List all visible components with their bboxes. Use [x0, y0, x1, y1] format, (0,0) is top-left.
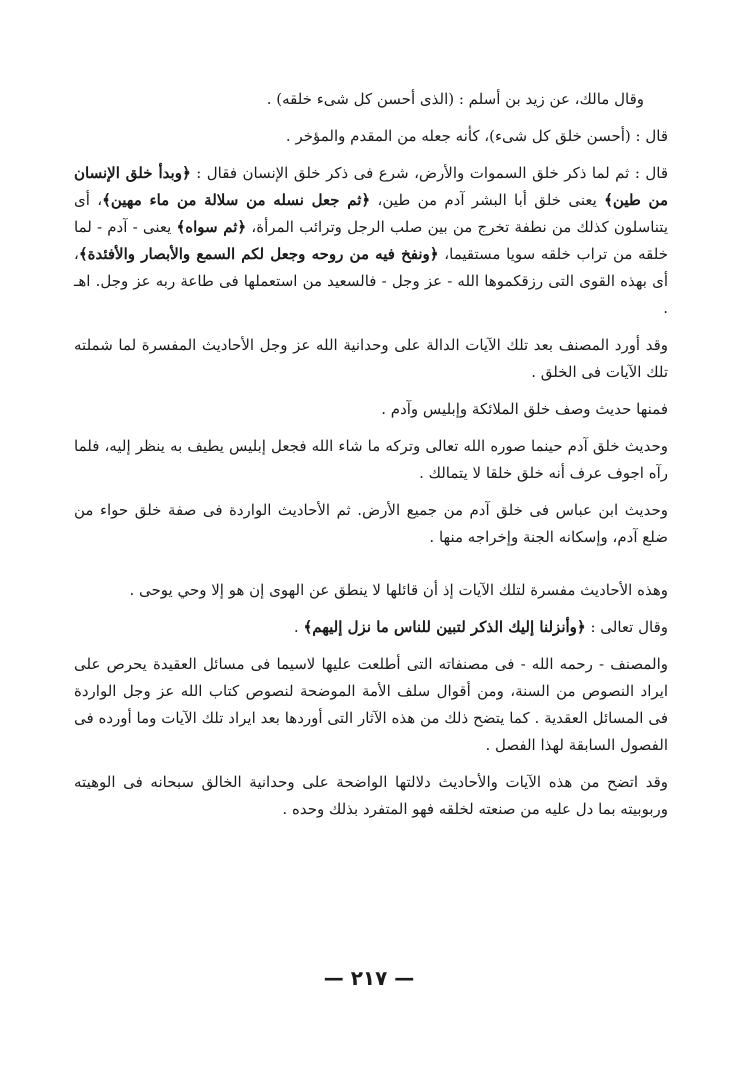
paragraph-verse-revelation	[74, 614, 668, 641]
paragraph-conclusion	[74, 769, 668, 823]
paragraph-malik-quote	[74, 86, 668, 113]
paragraph-text: ، أى بهذه القوى التى رزقكموها الله - عز وجل - فالسعيد من استعملها فى طاعة ربه عز وجل. اهـ .	[74, 245, 668, 317]
paragraph-text: ، أى يتناسلون كذلك من نطفة تخرج من بين صلب الرجل وترائب المرأة،	[74, 191, 668, 236]
quran-verse: ﴿ثم سواه﴾	[176, 218, 247, 236]
paragraph-text: وقد اتضح من هذه الآيات والأحاديث دلالتها الواضحة على وحدانية الخالق سبحانه فى الوهيته وربوبيته بما دل عليه من صنعته لخلقه فهو المتفرد بذلك وحده .	[74, 773, 668, 818]
paragraph-text: والمصنف - رحمه الله - فى مصنفاته التى أطلعت عليها لاسيما فى مسائل العقيدة يحرص على ايراد النصوص من السنة، ومن أقوال سلف الأمة الموضحة لنصوص كتاب الله عز وجل الواردة فى المسائل العقدية . كما يتضح ذلك من هذه الآثار التى أوردها بعد ايراد تلك الآيات وما أورده فى الفصول السابقة لهذا الفصل .	[74, 655, 668, 754]
body-text	[74, 86, 668, 833]
paragraph-text: يعنى خلق أبا البشر آدم من طين،	[370, 191, 605, 209]
paragraph-text: وقد أورد المصنف بعد تلك الآيات الدالة على وحدانية الله عز وجل الأحاديث المفسرة لما شملته تلك الآيات فى الخلق .	[74, 336, 668, 381]
paragraph-author-method	[74, 651, 668, 759]
paragraph-text: وحديث ابن عباس فى خلق آدم من جميع الأرض. ثم الأحاديث الواردة فى صفة خلق حواء من ضلع آدم، وإسكانه الجنة وإخراجه منها .	[74, 501, 668, 546]
page-number: — ٢١٧ —	[323, 966, 415, 990]
paragraph-creation-of-man	[74, 160, 668, 322]
quran-verse: ﴿وبدأ خلق الإنسان من طين﴾	[74, 164, 669, 209]
paragraph-ahsan	[74, 123, 668, 150]
quran-verse: ﴿ونفخ فيه من روحه وجعل لكم السمع والأبصار والأفئدة﴾	[78, 245, 439, 263]
paragraph-text: وقال تعالى :	[585, 618, 668, 636]
paragraph-ibn-abbas	[74, 497, 668, 551]
paragraph-author-hadiths	[74, 332, 668, 386]
paragraph-text: قال : ثم لما ذكر خلق السموات والأرض، شرع فى ذكر خلق الإنسان فقال :	[190, 164, 668, 182]
paragraph-hadith-explanation	[74, 577, 668, 604]
paragraph-text: يعنى - آدم - لما خلقه من تراب خلقه سويا مستقيما،	[74, 218, 668, 263]
paragraph-adam-hadith	[74, 433, 668, 487]
paragraph-text: .	[293, 618, 304, 636]
quran-verse: ﴿وأنزلنا إليك الذكر لتبين للناس ما نزل إليهم﴾	[303, 618, 586, 636]
paragraph-text: فمنها حديث وصف خلق الملائكة وإبليس وآدم .	[381, 400, 668, 418]
paragraph-text: وقال مالك، عن زيد بن أسلم : (الذى أحسن كل شىء خلقه) .	[266, 90, 644, 108]
quran-verse: ﴿ثم جعل نسله من سلالة من ماء مهين﴾	[102, 191, 371, 209]
paragraph-text: وحديث خلق آدم حينما صوره الله تعالى وتركه ما شاء الله فجعل إبليس يطيف به ينظر إليه، فلما رآه اجوف عرف أنه خلق خلقا لا يتمالك .	[74, 437, 668, 482]
paragraph-text: قال : (أحسن خلق كل شىء)، كأنه جعله من المقدم والمؤخر .	[285, 127, 668, 145]
paragraph-angels-iblis	[74, 396, 668, 423]
paragraph-text: وهذه الأحاديث مفسرة لتلك الآيات إذ أن قائلها لا ينطق عن الهوى إن هو إلا وحي يوحى .	[129, 581, 668, 599]
